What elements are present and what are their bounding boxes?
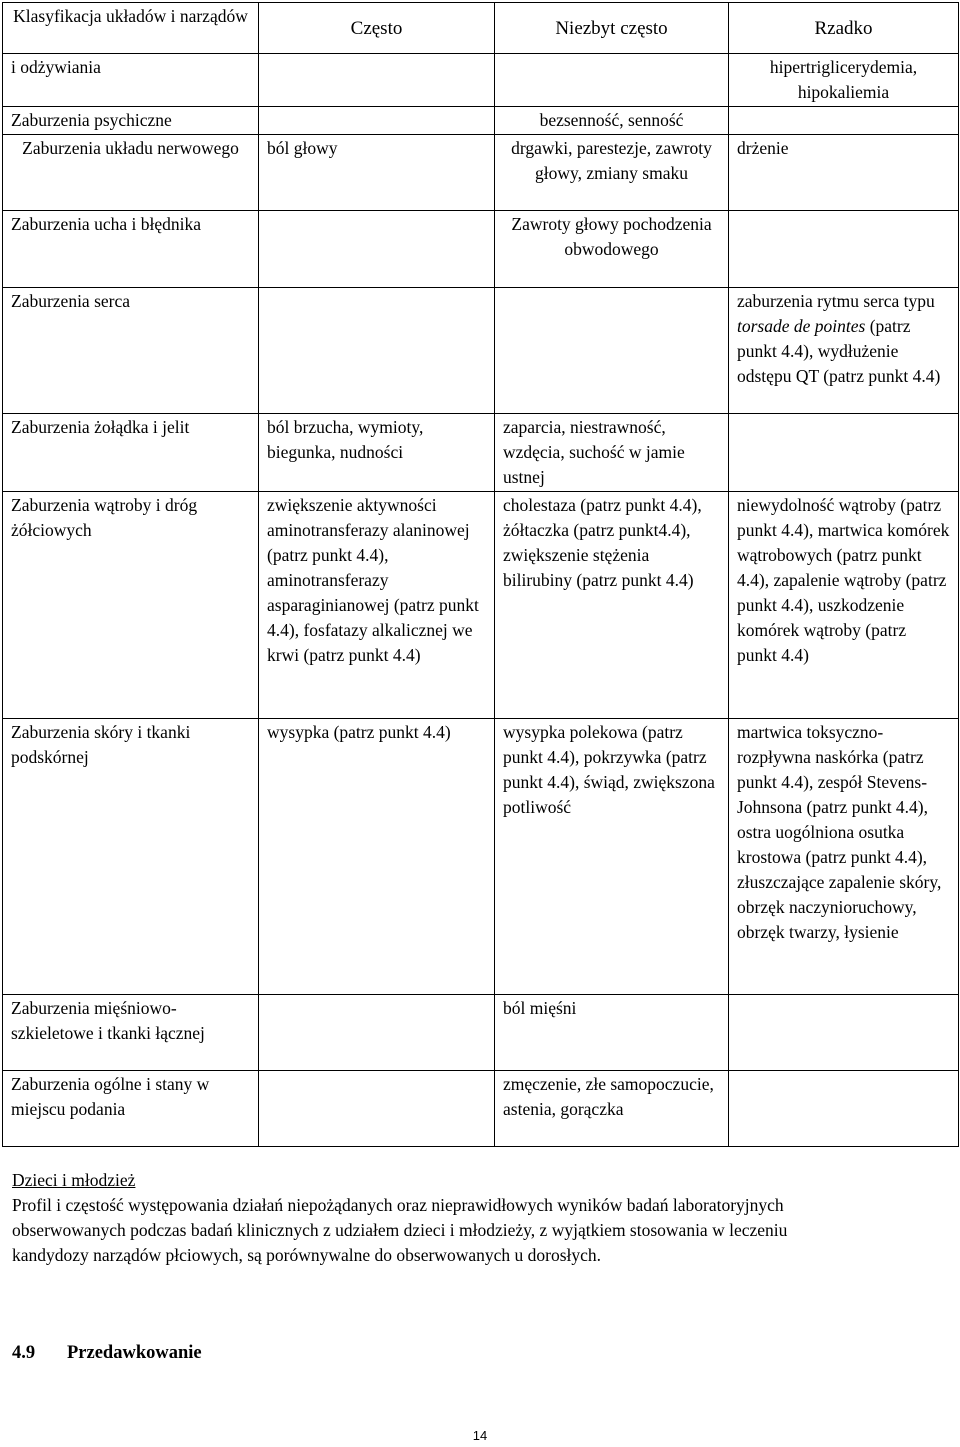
row-rare	[729, 995, 959, 1071]
row-common	[259, 288, 495, 414]
adverse-reactions-table	[2, 2, 959, 1147]
row-organ-class: Zaburzenia skóry i tkanki podskórnej	[3, 719, 259, 995]
row-organ-class: Zaburzenia ogólne i stany w miejscu podania	[3, 1071, 259, 1147]
row-rare	[729, 414, 959, 492]
table-row	[3, 414, 959, 492]
row-common: zwiększenie aktywności aminotransferazy alaninowej (patrz punkt 4.4), aminotransferazy asparaginianowej (patrz punkt 4.4), fosfatazy alkalicznej we krwi (patrz punkt 4.4)	[259, 492, 495, 719]
table-row	[3, 107, 959, 135]
row-organ-class: Zaburzenia ucha i błędnika	[3, 211, 259, 288]
row-uncommon: bezsenność, senność	[495, 107, 729, 135]
row-organ-class: Zaburzenia układu nerwowego	[3, 135, 259, 211]
row-rare	[729, 1071, 959, 1147]
table-row	[3, 54, 959, 107]
rare-text-b: (patrz punkt 4.4), wydłużenie odstępu QT (patrz punkt 4.4)	[737, 316, 941, 386]
row-uncommon: zmęczenie, złe samopoczucie, astenia, gorączka	[495, 1071, 729, 1147]
row-rare: niewydolność wątroby (patrz punkt 4.4), martwica komórek wątrobowych (patrz punkt 4.4), zapalenie wątroby (patrz punkt 4.4), uszkodzenie komórek wątroby (patrz punkt 4.4)	[729, 492, 959, 719]
header-organ-class: Klasyfikacja układów i narządów	[3, 3, 259, 54]
row-organ-class: Zaburzenia psychiczne	[3, 107, 259, 135]
table-header-row	[3, 3, 959, 54]
row-uncommon: cholestaza (patrz punkt 4.4), żółtaczka (patrz punkt4.4), zwiększenie stężenia bilirubiny (patrz punkt 4.4)	[495, 492, 729, 719]
row-common	[259, 1071, 495, 1147]
rare-text-emphasis: torsade de pointes	[737, 316, 866, 336]
children-paragraph: Profil i częstość występowania działań niepożądanych oraz nieprawidłowych wyników badań laboratoryjnych obserwowanych podczas badań klinicznych z udziałem dzieci i młodzieży, z wyjątkiem stosowania w leczeniu kandydozy narządów płciowych, są porównywalne do obserwowanych u dorosłych.	[12, 1195, 788, 1265]
row-rare: hipertriglicerydemia, hipokaliemia	[729, 54, 959, 107]
row-common: ból brzucha, wymioty, biegunka, nudności	[259, 414, 495, 492]
row-organ-class: Zaburzenia serca	[3, 288, 259, 414]
row-common: wysypka (patrz punkt 4.4)	[259, 719, 495, 995]
row-rare	[729, 107, 959, 135]
row-rare	[729, 288, 959, 414]
section-title: Przedawkowanie	[67, 1343, 202, 1363]
row-rare	[729, 211, 959, 288]
row-organ-class: Zaburzenia żołądka i jelit	[3, 414, 259, 492]
row-organ-class: Zaburzenia mięśniowo-szkieletowe i tkanki łącznej	[3, 995, 259, 1071]
row-organ-class: i odżywiania	[3, 54, 259, 107]
row-rare: drżenie	[729, 135, 959, 211]
children-section	[12, 1168, 842, 1268]
row-organ-class: Zaburzenia wątroby i dróg żółciowych	[3, 492, 259, 719]
children-title: Dzieci i młodzież	[12, 1170, 136, 1190]
row-rare: martwica toksyczno-rozpływna naskórka (patrz punkt 4.4), zespół Stevens-Johnsona (patrz punkt 4.4), ostra uogólniona osutka krostowa (patrz punkt 4.4), złuszczające zapalenie skóry, obrzęk naczynioruchowy, obrzęk twarzy, łysienie	[729, 719, 959, 995]
table-row	[3, 288, 959, 414]
table-row	[3, 995, 959, 1071]
row-uncommon: wysypka polekowa (patrz punkt 4.4), pokrzywka (patrz punkt 4.4), świąd, zwiększona potliwość	[495, 719, 729, 995]
section-number: 4.9	[12, 1343, 36, 1363]
row-common	[259, 211, 495, 288]
row-uncommon: Zawroty głowy pochodzenia obwodowego	[495, 211, 729, 288]
page-number: 14	[472, 1428, 488, 1443]
table-row	[3, 211, 959, 288]
row-common	[259, 107, 495, 135]
row-common	[259, 995, 495, 1071]
row-uncommon	[495, 288, 729, 414]
row-uncommon	[495, 54, 729, 107]
header-common: Często	[259, 3, 495, 54]
row-common	[259, 54, 495, 107]
table-row	[3, 135, 959, 211]
row-uncommon: ból mięśni	[495, 995, 729, 1071]
section-heading	[12, 1343, 202, 1364]
table-row	[3, 492, 959, 719]
row-uncommon: zaparcia, niestrawność, wzdęcia, suchość w jamie ustnej	[495, 414, 729, 492]
table-row	[3, 719, 959, 995]
rare-text-a: zaburzenia rytmu serca typu	[737, 291, 935, 311]
header-rare: Rzadko	[729, 3, 959, 54]
table-row	[3, 1071, 959, 1147]
header-uncommon: Niezbyt często	[495, 3, 729, 54]
row-uncommon: drgawki, parestezje, zawroty głowy, zmiany smaku	[495, 135, 729, 211]
row-common: ból głowy	[259, 135, 495, 211]
